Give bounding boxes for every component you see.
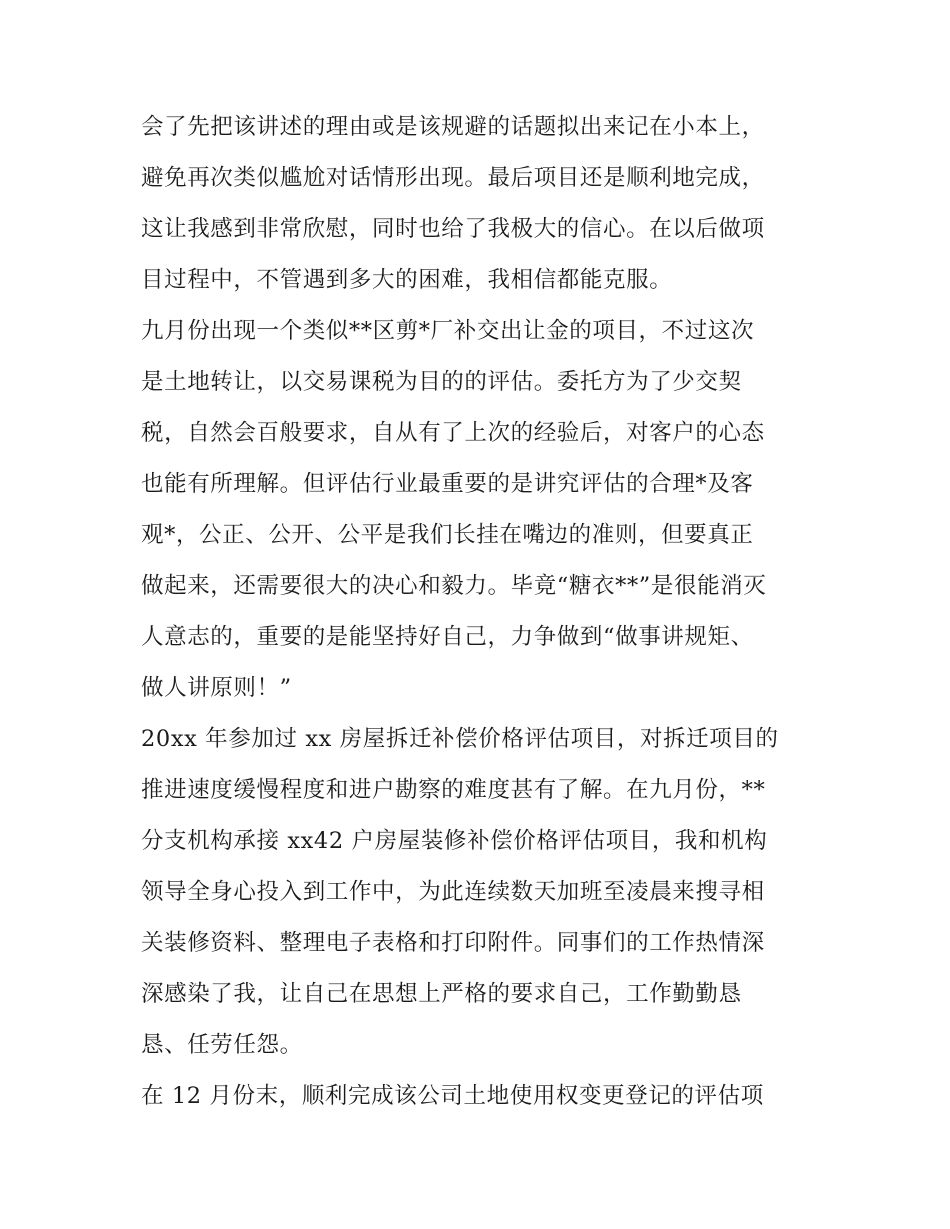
text-line: 恳、任劳任怨。 [141,1032,303,1058]
text-line: 税，自然会百般要求，自从有了上次的经验后，对客户的心态 [141,420,765,446]
text-line: 领导全身心投入到工作中，为此连续数天加班至凌晨来搜寻相 [141,879,765,905]
text-line: 是土地转让，以交易课税为目的的评估。委托方为了少交契 [141,369,742,395]
text-line: 避免再次类似尴尬对话情形出现。最后项目还是顺利地完成， [141,165,765,191]
text-line: 在 12 月份末，顺利完成该公司土地使用权变更登记的评估项 [141,1083,764,1109]
text-line: 分支机构承接 xx42 户房屋装修补偿价格评估项目，我和机构 [141,828,768,854]
text-line: 观*，公正、公开、公平是我们长挂在嘴边的准则，但要真正 [141,522,754,548]
text-line: 也能有所理解。但评估行业最重要的是讲究评估的合理*及客 [141,471,754,497]
text-line: 目过程中，不管遇到多大的困难，我相信都能克服。 [141,267,673,293]
text-line: 做起来，还需要很大的决心和毅力。毕竟“糖衣**”是很能消灭 [141,573,767,599]
text-line: 做人讲原则！” [141,675,292,701]
body-text [141,102,821,1122]
text-line: 20xx 年参加过 xx 房屋拆迁补偿价格评估项目，对拆迁项目的 [141,726,779,752]
text-line: 九月份出现一个类似**区剪*厂补交出让金的项目，不过这次 [141,318,755,344]
text-line: 人意志的，重要的是能坚持好自己，力争做到“做事讲规矩、 [141,624,754,650]
text-line: 会了先把该讲述的理由或是该规避的话题拟出来记在小本上， [141,114,765,140]
text-line: 这让我感到非常欣慰，同时也给了我极大的信心。在以后做项 [141,216,765,242]
text-line: 推进速度缓慢程度和进户勘察的难度甚有了解。在九月份，** [141,777,766,803]
text-line: 深感染了我，让自己在思想上严格的要求自己，工作勤勤恳 [141,981,742,1007]
text-line: 关装修资料、整理电子表格和打印附件。同事们的工作热情深 [141,930,765,956]
